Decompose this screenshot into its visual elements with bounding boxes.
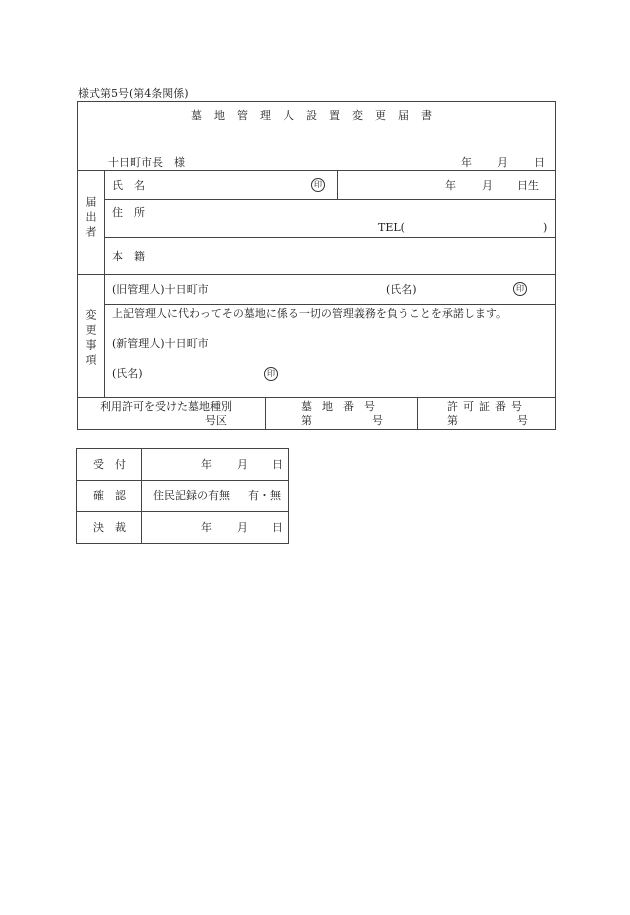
permit-type-label: 利用許可を受けた墓地種別 bbox=[100, 400, 232, 413]
decision-label: 決 裁 bbox=[93, 521, 126, 534]
resident-record-label: 住民記録の有無 bbox=[153, 489, 230, 502]
grave-number-prefix: 第 bbox=[301, 414, 312, 427]
new-manager: (新管理人)十日町市 bbox=[112, 337, 209, 350]
permit-type-unit: 号区 bbox=[205, 414, 227, 427]
address-label: 住 所 bbox=[112, 206, 145, 219]
consent-statement: 上記管理人に代わってその墓地に係る一切の管理義務を負うことを承諾します。 bbox=[112, 307, 508, 320]
received-month: 月 bbox=[237, 458, 248, 471]
seal-icon: 印 bbox=[264, 367, 278, 381]
applicant-section-label: 届出者 bbox=[84, 196, 97, 241]
received-year: 年 bbox=[201, 458, 212, 471]
tel-close: ) bbox=[543, 221, 548, 234]
permit-number-label: 許可証番号 bbox=[447, 400, 527, 413]
permit-number-suffix: 号 bbox=[517, 414, 528, 427]
birth-day: 日生 bbox=[517, 179, 539, 192]
grave-number-label: 墓地番号 bbox=[301, 400, 385, 413]
seal-icon: 印 bbox=[513, 282, 527, 296]
seal-icon: 印 bbox=[311, 178, 325, 192]
grave-number-suffix: 号 bbox=[372, 414, 383, 427]
old-name-label: (氏名) bbox=[386, 283, 417, 296]
form-title: 墓地管理人設置変更届書 bbox=[191, 109, 444, 122]
applicant-name-label: 氏 名 bbox=[112, 179, 145, 192]
date-year: 年 bbox=[461, 156, 472, 169]
new-name-label: (氏名) bbox=[112, 367, 143, 380]
resident-record-options: 有・無 bbox=[248, 489, 281, 502]
change-section-label: 変更事項 bbox=[84, 309, 97, 369]
addressee: 十日町市長 様 bbox=[108, 156, 185, 169]
date-day: 日 bbox=[534, 156, 545, 169]
confirm-label: 確 認 bbox=[93, 489, 126, 502]
permit-number-prefix: 第 bbox=[447, 414, 458, 427]
birth-month: 月 bbox=[482, 179, 493, 192]
date-month: 月 bbox=[497, 156, 508, 169]
decision-day: 日 bbox=[272, 521, 283, 534]
birth-year: 年 bbox=[445, 179, 456, 192]
decision-month: 月 bbox=[237, 521, 248, 534]
form-number-label: 様式第5号(第4条関係) bbox=[78, 87, 189, 100]
received-label: 受 付 bbox=[93, 458, 126, 471]
decision-year: 年 bbox=[201, 521, 212, 534]
domicile-label: 本 籍 bbox=[112, 250, 145, 263]
received-day: 日 bbox=[272, 458, 283, 471]
old-manager: (旧管理人)十日町市 bbox=[112, 283, 209, 296]
tel-label: TEL( bbox=[378, 221, 405, 234]
